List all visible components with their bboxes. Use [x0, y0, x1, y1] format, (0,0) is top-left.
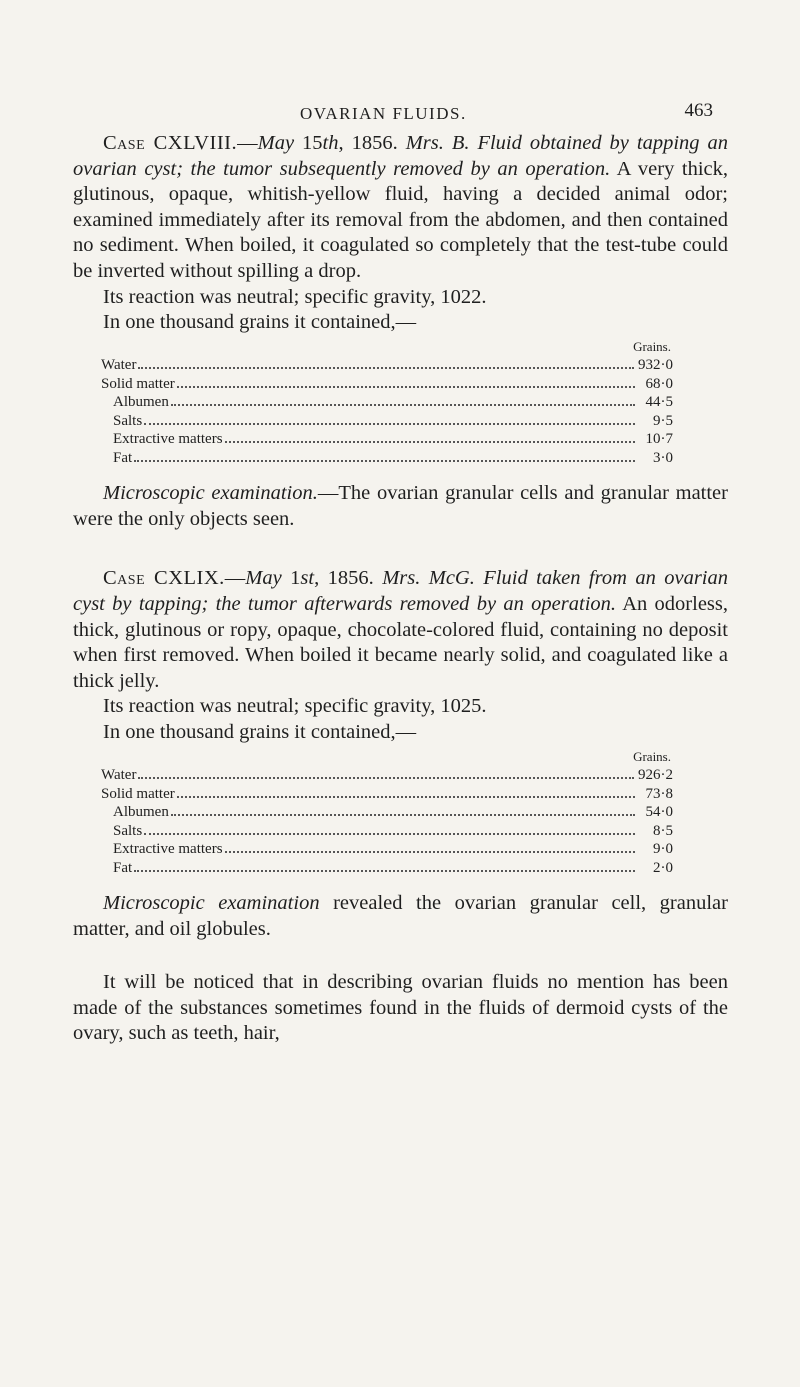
case-149-month: May	[245, 567, 282, 590]
dot-leader	[225, 851, 635, 853]
dot-leader	[138, 367, 634, 369]
case-148-micro-text: —The ovarian granular cells and granular matter were the only objects seen.	[73, 482, 728, 530]
dot-leader	[177, 796, 635, 798]
case-148-micro-heading: Microscopic examination.	[103, 482, 318, 505]
row-value: 9·5	[653, 412, 673, 429]
case-148-contained: In one thousand grains it contained,—	[103, 311, 417, 334]
dot-leader	[134, 460, 635, 462]
table-row	[101, 449, 673, 468]
grains-column-header: Grains.	[633, 338, 671, 354]
row-label: Water	[101, 767, 137, 784]
table-row	[101, 785, 673, 804]
case-149-patient: Mrs. McG.	[382, 567, 475, 590]
table-row	[101, 430, 673, 449]
row-label: Extractive matters	[113, 431, 223, 448]
dot-leader	[171, 814, 635, 816]
dot-leader	[225, 441, 635, 443]
row-label: Albumen	[113, 804, 169, 821]
closing-paragraph: It will be noticed that in describing ovarian fluids no mention has been made of the substances sometimes found in the fluids of dermoid cysts of the ovary, such as teeth, hair,	[73, 971, 728, 1045]
case-149-day: 1	[281, 567, 301, 590]
case-149-micro-heading: Microscopic examination	[103, 892, 320, 915]
case-148-description: A very thick, glutinous, opaque, whitish-yellow fluid, having a decided animal odor; examined immediately after its removal from the abdomen, and then contained no sediment. When boiled, it coagulated so completely that the test-tube could be inverted without spilling a drop.	[73, 157, 728, 282]
row-value: 54·0	[645, 804, 673, 821]
dot-leader	[171, 404, 635, 406]
row-label: Salts	[113, 822, 143, 839]
case-149-grains-table	[101, 748, 673, 878]
table-row	[101, 859, 673, 878]
case-148-paragraph	[73, 131, 728, 285]
row-value: 10·7	[645, 431, 673, 448]
case-148-reaction: Its reaction was neutral; specific gravity, 1022.	[103, 285, 487, 308]
case-149-title: Fluid taken from an ovarian cyst by tapping; the tumor afterwards removed by an operation.	[73, 567, 729, 616]
case-149-microscopic	[73, 891, 728, 942]
row-value: 73·8	[645, 785, 673, 802]
case-148-number: Case CXLVIII.	[103, 132, 238, 154]
page-number: 463	[684, 100, 713, 121]
row-value: 2·0	[653, 859, 673, 876]
running-title: OVARIAN FLUIDS.	[300, 104, 467, 123]
row-value: 932·0	[638, 357, 673, 374]
case-148-day: 15	[294, 132, 323, 154]
row-label: Water	[101, 357, 137, 374]
case-148-title: Fluid obtained by tapping an ovarian cyst; the tumor subsequently removed by an operation.	[73, 132, 728, 180]
case-148-year: , 1856.	[338, 132, 406, 154]
body-text	[73, 131, 728, 1047]
grains-column-header: Grains.	[633, 748, 671, 764]
dot-leader	[177, 386, 635, 388]
table-row	[101, 766, 673, 785]
table-row	[101, 356, 673, 375]
row-value: 926·2	[638, 767, 673, 784]
row-label: Fat	[113, 859, 133, 876]
row-value: 3·0	[653, 449, 673, 466]
row-value: 44·5	[645, 394, 673, 411]
table-row	[101, 840, 673, 859]
case-149-micro-text: revealed the ovarian granular cell, granular matter, and oil globules.	[73, 892, 728, 940]
table-row	[101, 803, 673, 822]
dot-leader	[144, 833, 635, 835]
case-149-paragraph	[73, 566, 728, 694]
table-row	[101, 375, 673, 394]
dot-leader	[138, 777, 634, 779]
row-value: 9·0	[653, 841, 673, 858]
dot-leader	[144, 423, 635, 425]
row-value: 68·0	[645, 375, 673, 392]
case-149-description: An odorless, thick, glutinous or ropy, opaque, chocolate-colored fluid, containing no deposit when first removed. When boiled it became nearly solid, and coagulated like a thick jelly.	[73, 593, 729, 692]
case-148-grains-table	[101, 338, 673, 468]
case-149-year: , 1856.	[314, 567, 383, 590]
table-row	[101, 412, 673, 431]
row-label: Extractive matters	[113, 841, 223, 858]
row-label: Fat	[113, 449, 133, 466]
table-row	[101, 822, 673, 841]
case-149-contained: In one thousand grains it contained,—	[103, 721, 417, 743]
case-148-patient: Mrs. B.	[405, 132, 470, 154]
case-149-dash: —	[224, 567, 246, 590]
case-149-reaction: Its reaction was neutral; specific gravity, 1025.	[103, 695, 487, 718]
row-label: Albumen	[113, 394, 169, 411]
case-149-day-suffix: st	[300, 567, 315, 590]
case-148-dash: —	[237, 132, 258, 154]
row-label: Solid matter	[101, 785, 175, 802]
section-gap	[73, 942, 728, 970]
row-label: Solid matter	[101, 375, 175, 392]
case-149-number: Case CXLIX.	[103, 567, 225, 590]
dot-leader	[134, 870, 635, 872]
case-148-month: May	[257, 132, 295, 154]
case-148-day-suffix: th	[322, 132, 339, 154]
row-label: Salts	[113, 412, 143, 429]
row-value: 8·5	[653, 822, 673, 839]
running-head	[0, 100, 800, 130]
case-148-microscopic	[73, 481, 728, 532]
section-gap	[73, 532, 728, 566]
table-row	[101, 393, 673, 412]
